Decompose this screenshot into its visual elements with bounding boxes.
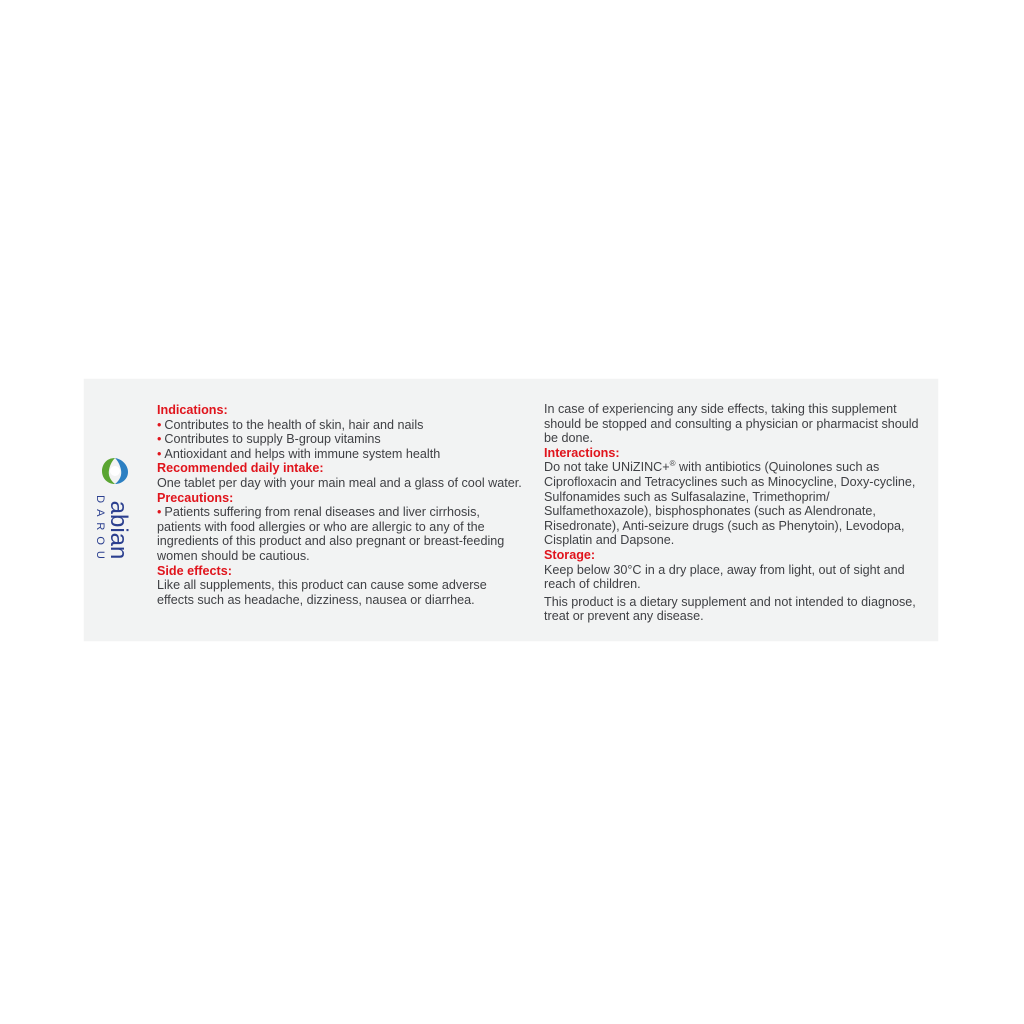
indication-item xyxy=(157,447,527,462)
bullet-dot-icon: • xyxy=(157,505,162,520)
left-column xyxy=(157,403,527,607)
side-effects-continued: In case of experiencing any side effects, taking this supplement should be stopped and consulting a physician or pharmacist should be done. xyxy=(544,402,919,446)
bullet-dot-icon: • xyxy=(157,446,162,461)
precautions-heading: Precautions: xyxy=(157,490,234,505)
indication-item xyxy=(157,432,527,447)
bullet-dot-icon: • xyxy=(157,417,162,432)
precautions-item xyxy=(157,505,527,563)
side-effects-heading: Side effects: xyxy=(157,563,232,578)
indications-heading: Indications: xyxy=(157,403,228,417)
storage-text: Keep below 30°C in a dry place, away from light, out of sight and reach of children. xyxy=(544,562,905,592)
indication-item xyxy=(157,418,527,433)
interactions-text-block xyxy=(544,460,929,548)
storage-heading: Storage: xyxy=(544,547,596,562)
interactions-text: with antibiotics (Quinolones such as Ciprofloxacin and Tetracyclines such as Minocycline, Doxy-cycline, Sulfonamides such as Sulfasalazine, Trimethoprim/ Sulfamethoxazole), bisphosphonates (such as Alendronate, Risedronate), Anti-seizure drugs (such as Phenytoin), Levodopa, Cisplatin and Dapsone. xyxy=(544,460,916,548)
bullet-dot-icon: • xyxy=(157,432,162,447)
interactions-prefix: Do not take UNiZINC+ xyxy=(544,460,670,475)
indication-text: Contributes to the health of skin, hair and nails xyxy=(164,417,424,432)
brand-logo xyxy=(94,456,132,580)
intake-text: One tablet per day with your main meal and a glass of cool water. xyxy=(157,475,522,490)
registered-mark: ® xyxy=(669,459,676,469)
brand-sub: DAROU xyxy=(94,495,106,565)
precautions-text: Patients suffering from renal diseases and liver cirrhosis, patients with food allergies or who are allergic to any of the ingredients of this product and also pregnant or breast-feeding women should be cautious. xyxy=(157,505,505,563)
disclaimer-text: This product is a dietary supplement and not intended to diagnose, treat or prevent any disease. xyxy=(544,594,916,624)
indication-text: Antioxidant and helps with immune system health xyxy=(164,446,441,461)
side-effects-text: Like all supplements, this product can cause some adverse effects such as headache, dizziness, nausea or diarrhea. xyxy=(157,578,487,607)
right-column xyxy=(544,402,929,624)
brand-wordmark xyxy=(94,482,132,578)
intake-heading: Recommended daily intake: xyxy=(157,461,324,476)
brand-name: abian xyxy=(105,500,132,560)
indication-text: Contributes to supply B-group vitamins xyxy=(164,432,381,447)
interactions-heading: Interactions: xyxy=(544,445,620,460)
